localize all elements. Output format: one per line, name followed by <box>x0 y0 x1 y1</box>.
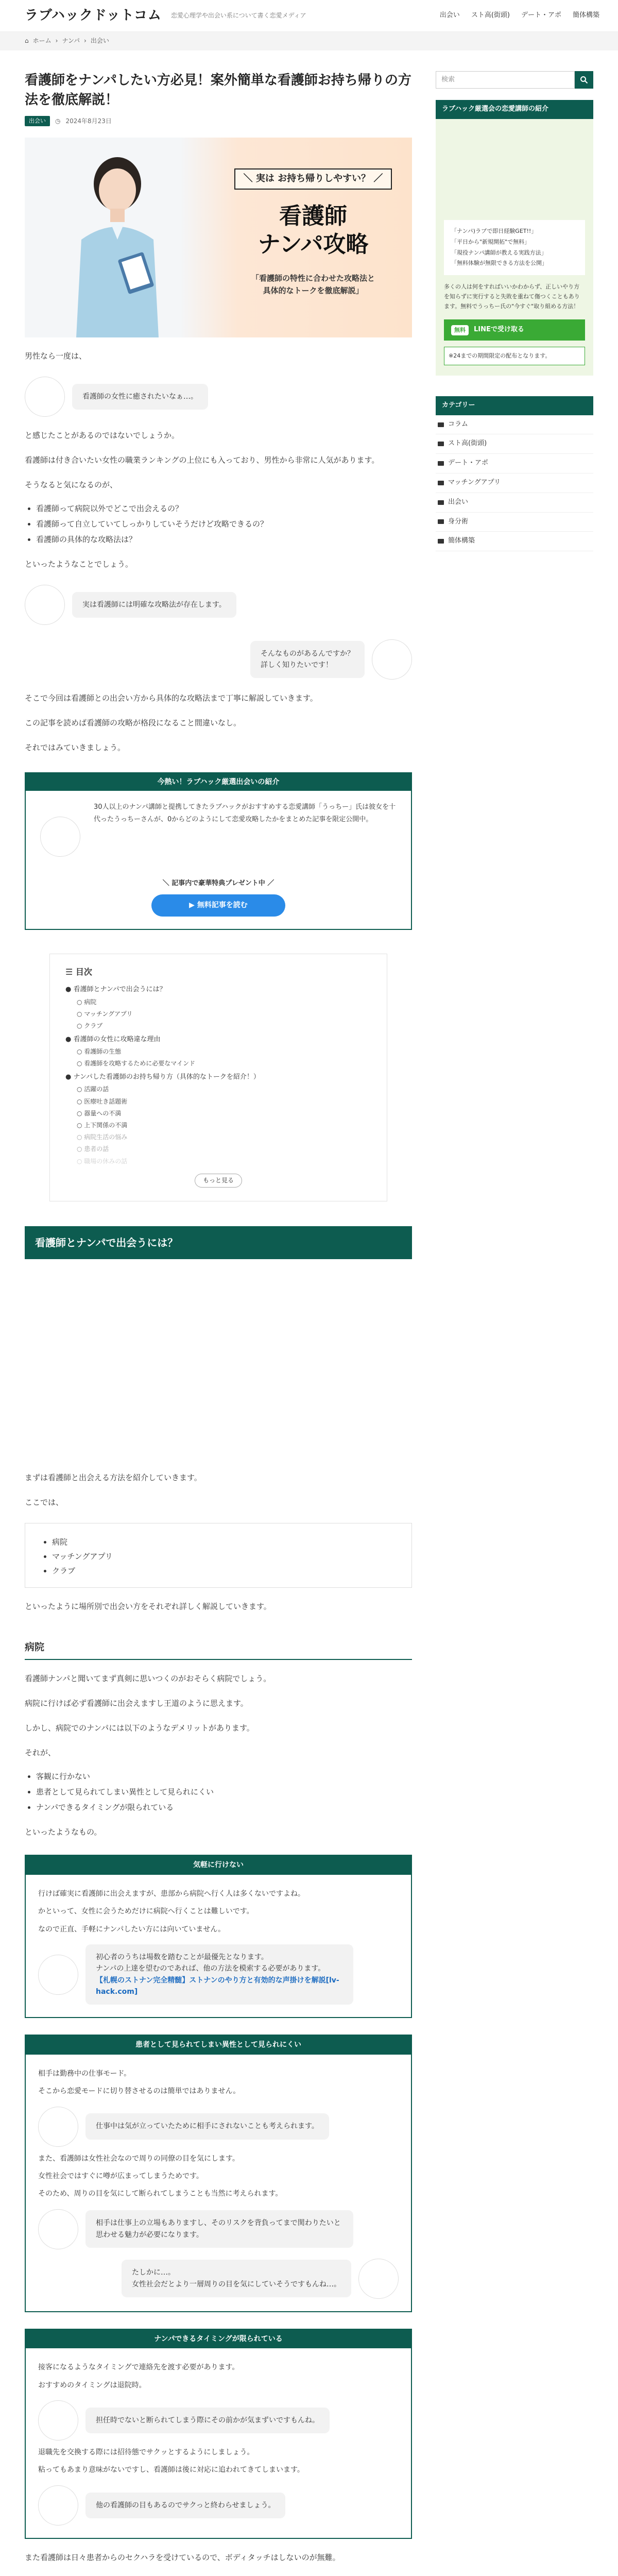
nav-item-body[interactable]: 簡体構築 <box>572 11 599 20</box>
speech-balloon <box>38 2107 399 2147</box>
list-item: 「無料体験が無限できる方法を公開」 <box>451 260 547 267</box>
toc-item[interactable]: ● 看護師とナンパで出会うには？ <box>65 986 166 994</box>
eyecatch-title: 看護師 ナンパ攻略 <box>258 202 369 258</box>
folder-icon <box>438 519 444 524</box>
paragraph: といったようなことでしょう。 <box>25 559 133 569</box>
demerit-list <box>36 1770 412 1814</box>
list-item: • 看護師って自立していてしっかりしていそうだけど攻略できるの？ <box>36 518 412 530</box>
paragraph: そこで今回は看護師との出会い方から具体的な攻略法まで丁寧に解説していきます。 <box>25 693 318 703</box>
avatar <box>38 2209 78 2249</box>
balloon-text: 初心者のうちは場数を踏むことが最優先となります。 ナンパの上達を望むのであれば、他の方法を模索する必要があります。 【札幌のストナン完全精髄】ストナンのやり方と有効的な声掛けを解説[lv-hack.com] <box>85 1944 353 2005</box>
toc-title: ☰ 目次 <box>65 967 92 977</box>
list-item: 「ナンパ)ラブで即日経験GET!!」 <box>451 227 537 234</box>
toc-subitem[interactable]: ○ 看護師を攻略するために必要なマインド <box>77 1060 196 1067</box>
breadcrumb-deai[interactable]: 出会い <box>90 37 109 45</box>
category-item[interactable]: マッチングアプリ <box>436 473 593 493</box>
paragraph: 相手は勤務中の仕事モード。 <box>38 2069 131 2078</box>
point-box <box>25 2329 412 2539</box>
category-item[interactable]: デート・アポ <box>436 454 593 473</box>
search-icon <box>580 76 588 84</box>
balloon-text: そんなものがあるんですか？ 詳しく知りたいです！ <box>250 641 365 679</box>
paragraph: 男性なら一度は、 <box>25 351 87 361</box>
sidebar-heading: カテゴリー <box>436 396 593 415</box>
paragraph: おすすめのタイミングは退院時。 <box>38 2381 146 2389</box>
post-date: 2024年8月23日 <box>65 117 112 125</box>
article-main <box>25 71 412 2576</box>
paragraph: この記事を読めば看護師の攻略が格段になること間違いなし。 <box>25 718 242 727</box>
toc-subitem[interactable]: ○ 器量への不満 <box>77 1109 122 1117</box>
article-meta <box>25 116 412 126</box>
clock-icon: ◷ <box>55 117 61 125</box>
speech-balloon <box>25 585 412 625</box>
paragraph: 接客になるようなタイミングで連絡先を渡す必要があります。 <box>38 2363 239 2372</box>
speech-balloon <box>25 639 412 680</box>
eyecatch-lead: ＼ 実は お持ち帰りしやすい？ ／ <box>234 168 392 190</box>
table-of-contents <box>49 954 387 1201</box>
paragraph: 粘ってもあまり意味がないですし、看護師は後に対応に追われてきてしまいます。 <box>38 2466 304 2475</box>
intro-box <box>25 772 412 930</box>
paragraph: また、看護師は女性社会なので周りの同僚の目を気にします。 <box>38 2154 239 2163</box>
promo-subnote: ※24までの期間限定の配布となります。 <box>444 347 585 365</box>
list-item: • ナンパできるタイミングが限られている <box>36 1801 412 1814</box>
box-heading: 気軽に行けない <box>26 1856 411 1874</box>
question-list <box>36 502 412 546</box>
search-form <box>436 71 593 89</box>
nurse-illustration <box>61 152 174 337</box>
avatar <box>40 817 80 857</box>
related-link[interactable]: 【札幌のストナン完全精髄】ストナンのやり方と有効的な声掛けを解説[lv-hack.com] <box>96 1976 339 1996</box>
paragraph: また看護師は日々患者からのセクハラを受けているので、ボディタッチはしないのが無難。 <box>25 2552 340 2562</box>
list-item: • クラブ <box>52 1565 396 1577</box>
balloon-text: 実は看護師には明確な攻略法が存在します。 <box>72 592 236 618</box>
nav-item-date[interactable]: デート・アポ <box>521 11 561 20</box>
toc-subitem[interactable]: ○ 活躍の話 <box>77 1086 109 1093</box>
speech-balloon <box>38 1944 399 2005</box>
chevron-right-icon: › <box>55 37 58 45</box>
list-item: • 看護師って病院以外でどこで出会えるの？ <box>36 502 412 515</box>
balloon-text: 仕事中は気が立っていたために相手にされないことも考えられます。 <box>85 2113 329 2139</box>
site-header <box>0 0 618 32</box>
avatar <box>38 2400 78 2441</box>
home-icon: ⌂ <box>25 37 29 45</box>
toc-subitem[interactable]: ○ 医療吐き話題術 <box>77 1097 128 1105</box>
list-item: 「平日から"新規開拓"で無料」 <box>451 238 530 245</box>
list-item: 「現役ナンパ講師が教える実践方法」 <box>451 249 547 256</box>
category-badge[interactable]: 出会い <box>25 116 50 126</box>
toc-subitem[interactable]: ○ 病院 <box>77 998 97 1006</box>
point-box <box>25 2035 412 2312</box>
paragraph: 行けば確実に看護師に出会えますが、患部から病院へ行く人は多くないですよね。 <box>38 1889 305 1898</box>
balloon-text: 他の看護師の目もあるのでサクっと終わらせましょう。 <box>85 2493 285 2518</box>
blank-area <box>25 1259 412 1459</box>
breadcrumb-home[interactable]: ホーム <box>32 37 52 45</box>
read-free-article-button[interactable]: ▶ 無料記事を読む <box>151 894 285 916</box>
site-logo[interactable]: ラブハックドットコム <box>25 7 162 23</box>
eyecatch-text <box>231 168 396 297</box>
eyecatch-image <box>25 138 412 337</box>
paragraph: そうなると気になるのが、 <box>25 480 118 489</box>
avatar <box>38 2485 78 2526</box>
list-item: • 病院 <box>52 1536 396 1548</box>
paragraph: 女性社会ではすぐに噂が広まってしまうためです。 <box>38 2172 203 2181</box>
toc-subitem[interactable]: ○ 患者の話 <box>77 1145 109 1153</box>
avatar <box>372 639 412 680</box>
folder-icon <box>438 422 444 427</box>
category-item[interactable]: 簡体構築 <box>436 532 593 551</box>
avatar <box>25 377 65 417</box>
folder-icon <box>438 500 444 505</box>
breadcrumb-nanpa[interactable]: ナンパ <box>62 37 80 45</box>
sidebar <box>436 71 593 2576</box>
paragraph: それが、 <box>25 1748 56 1758</box>
site-tagline: 恋愛心理学や出会い系について書く恋愛メディア <box>170 11 306 19</box>
search-input[interactable]: 検索 <box>436 71 575 89</box>
eyecatch-subtitle: 「看護師の特性に合わせた攻略法と 具体的なトークを徹底解説」 <box>251 273 375 295</box>
list-item: • 看護師の具体的な攻略法は？ <box>36 533 412 546</box>
avatar <box>25 585 65 625</box>
paragraph: といったように場所別で出会い方をそれぞれ詳しく解説していきます。 <box>25 1601 271 1611</box>
balloon-text: 相手は仕事上の立場もありますし、そのリスクを背負ってまで関わりたいと思わせる魅力が必要になります。 <box>85 2210 353 2248</box>
toc-item[interactable]: ● ナンパした看護師のお持ち帰り方（具体的なトークを紹介！） <box>65 1073 260 1081</box>
paragraph: といったようなもの。 <box>25 1827 102 1837</box>
speech-balloon <box>25 377 412 417</box>
line-button[interactable] <box>444 319 585 341</box>
summary-box <box>25 1523 412 1588</box>
avatar <box>38 2107 78 2147</box>
article-title: 看護師をナンパしたい方必見！案外簡単な看護師お持ち帰りの方法を徹底解説！ <box>25 73 411 108</box>
paragraph: それではみていきましょう。 <box>25 742 126 752</box>
list-item: • マッチングアプリ <box>52 1550 396 1563</box>
balloon-text: 担任時でないと断られてしまう際にその前かが気まずいですもんね。 <box>85 2408 330 2433</box>
folder-icon <box>438 442 444 446</box>
box-heading: 患者として見られてしまい異性として見られにくい <box>26 2036 411 2054</box>
promo-list <box>444 220 585 276</box>
point-box <box>25 1855 412 2018</box>
free-badge: 無料 <box>451 325 469 335</box>
speech-balloon <box>38 2400 399 2441</box>
toc-subitem[interactable]: ○ マッチングアプリ <box>77 1010 133 1018</box>
avatar <box>38 1955 78 1995</box>
toc-subitem[interactable]: ○ 看護師の生態 <box>77 1048 122 1056</box>
folder-icon <box>438 539 444 544</box>
subsection-heading: 病院 <box>25 1639 412 1660</box>
chevron-right-icon: › <box>84 37 87 45</box>
toc-subitem[interactable]: ○ クラブ <box>77 1022 103 1030</box>
category-item[interactable]: コラム <box>436 415 593 435</box>
paragraph: なので正直、手軽にナンパしたい方には向いていません。 <box>38 1925 226 1934</box>
category-item[interactable]: 出会い <box>436 493 593 513</box>
category-widget <box>436 396 593 551</box>
paragraph: 病院に行けば必ず看護師に出会えますし王道のように思えます。 <box>25 1699 248 1708</box>
sidebar-heading: ラブハック厳選会の恋愛講師の紹介 <box>436 100 593 119</box>
balloon-text: たしかに…。 女性社会だとより一層周りの目を気にしていそうですもんね…。 <box>122 2260 351 2297</box>
paragraph: かといって、女性に会うためだけに病院へ行くことは難しいです。 <box>38 1907 254 1916</box>
balloon-text: 看護師の女性に癒されたいなぁ…。 <box>72 384 208 410</box>
speech-balloon <box>38 2259 399 2299</box>
breadcrumb <box>0 32 618 50</box>
folder-icon <box>438 481 444 485</box>
toc-subitem[interactable]: ○ 病院生活の悩み <box>77 1133 128 1141</box>
box-heading: ナンパできるタイミングが限られている <box>26 2330 411 2348</box>
folder-icon <box>438 461 444 466</box>
intro-text: 30人以上のナンパ講師と提携してきたラブハックがおすすめする恋愛講師「うっちー」氏は彼女を十代ったうっちーさんが、0からどのようにして恋愛攻略したかをまとめた記事を限定公開中。 <box>94 803 396 823</box>
paragraph: そこから恋愛モードに切り替させるのは簡単ではありません。 <box>38 2087 241 2096</box>
paragraph: と感じたことがあるのではないでしょうか。 <box>25 430 180 440</box>
toc-item[interactable]: ● 看護師の女性に攻略違な理由 <box>65 1035 161 1043</box>
intro-note: ＼ 記事内で豪華特典プレゼント中 ／ <box>162 879 274 888</box>
paragraph: ここでは、 <box>25 1497 64 1507</box>
avatar <box>358 2259 399 2299</box>
toc-subitem[interactable]: ○ 職場の休みの話 <box>77 1157 128 1165</box>
global-nav <box>440 10 599 21</box>
list-item: • 客観に行かない <box>36 1770 412 1783</box>
line-button-label: LINEで受け取る <box>474 326 524 334</box>
promo-note: 多くの人は何をすればいいかわからず、正しいやり方を知らずに実行すると失敗を重ねて傷つくこともあります。無料でうっちー氏の"今すぐ"取り組める方法！ <box>444 283 580 310</box>
paragraph: まずは看護師と出会える方法を紹介していきます。 <box>25 1472 202 1482</box>
paragraph: 退職先を交換する際には招待態でサクッとするようにしましょう。 <box>38 2448 254 2456</box>
sidebar-promo <box>436 100 593 376</box>
paragraph: しかし、病院でのナンパには以下のようなデメリットがあります。 <box>25 1723 254 1733</box>
paragraph: 看護師は付き合いたい女性の職業ランキングの上位にも入っており、男性から非常に人気があります。 <box>25 455 380 465</box>
paragraph: 看護師ナンパと聞いてまず真剣に思いつくのがおそらく病院でしょう。 <box>25 1674 271 1684</box>
nav-item-deai[interactable]: 出会い <box>439 11 460 20</box>
toc-subitem[interactable]: ○ 上下関係の不満 <box>77 1122 128 1129</box>
intro-heading: 今熱い！ラブハック厳選出会いの紹介 <box>26 773 411 791</box>
speech-balloon <box>38 2209 399 2249</box>
category-item[interactable]: スト高(街頭) <box>436 434 593 454</box>
list-icon: ☰ <box>65 967 76 977</box>
paragraph: そのため、周りの目を気にして断られてしまうことも当然に考えられます。 <box>38 2190 283 2198</box>
search-button[interactable] <box>575 71 593 89</box>
promo-image <box>444 126 585 214</box>
speech-balloon <box>38 2485 399 2526</box>
section-heading: 看護師とナンパで出会うには？ <box>25 1226 412 1259</box>
nav-item-street[interactable]: スト高(街頭) <box>471 11 510 20</box>
category-item[interactable]: 身分術 <box>436 513 593 532</box>
list-item: • 患者として見られてしまい異性として見られにくい <box>36 1786 412 1798</box>
toc-more-button[interactable]: もっと見る <box>195 1174 242 1188</box>
